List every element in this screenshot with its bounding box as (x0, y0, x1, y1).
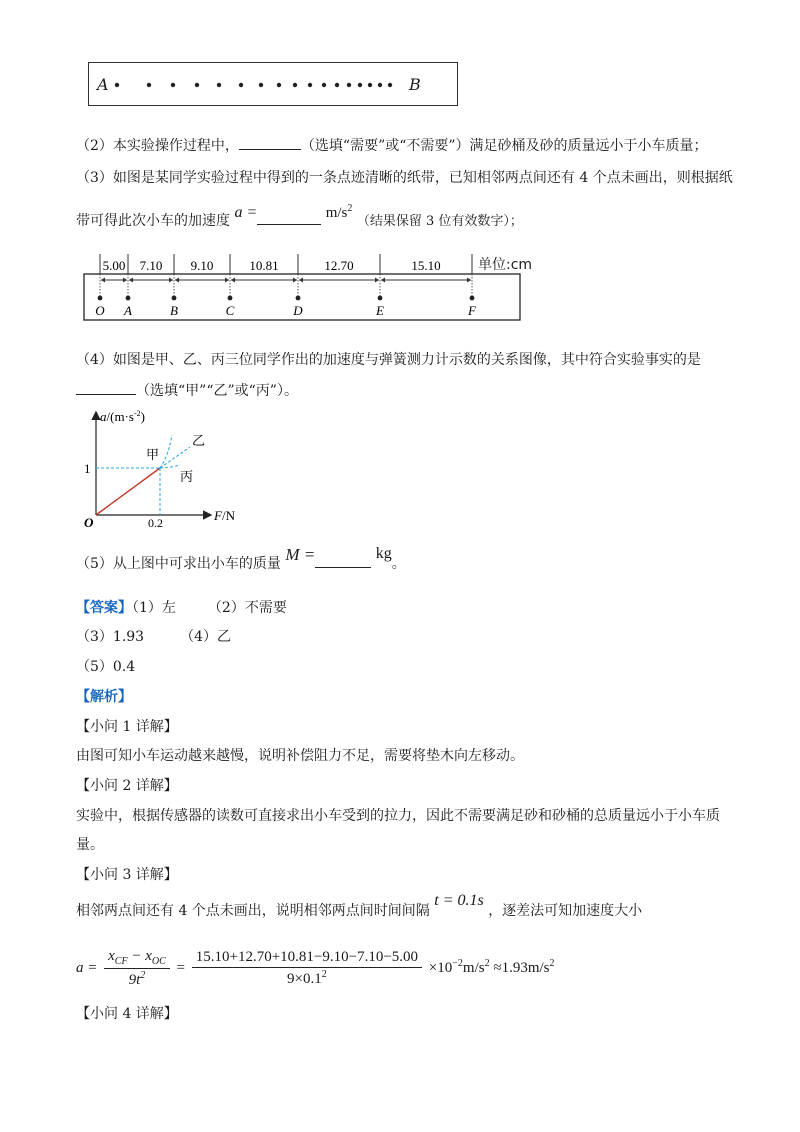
tape-point (378, 296, 383, 301)
tape-point (228, 296, 233, 301)
sub-2-text-1: 实验中，根据传感器的读数可直接求出小车受到的拉力，因此不需要满足砂和砂桶的总质量远小于小车质 (76, 808, 720, 824)
curve-bing (160, 465, 180, 468)
question-3-line-2: 带可得此次小车的加速度 $a = m/s^2$ （结果保留 3 位有效数字）； (76, 203, 523, 229)
sub-2-title: 【小问 2 详解】 (76, 778, 178, 794)
acceleration-formula: a = $\frac{x_{CF} - x_{OC}}{9t^2}$ = $\frac{15.10+12.70+10.81-9.10-7.10-5.00}{9\times 0.1^2}$ $\times 10^{-2}m/s^2 \approx 1.93m/s^2$ (76, 948, 555, 988)
answer-line-1: 【答案】（1）左 （2）不需要 (76, 600, 287, 616)
tape-point-label: D (293, 303, 303, 318)
tape-dot (277, 83, 281, 87)
tape-point-label: B (170, 303, 178, 318)
answer-line-2: （3）1.93 （4）乙 (76, 629, 232, 645)
q3-a-eq: a = (234, 204, 258, 221)
tape-unit-label: 单位:cm (478, 257, 533, 273)
analysis-tag: 【解析】 (76, 689, 132, 705)
tape-dot (217, 83, 221, 87)
sub-3-text: 相邻两点间还有 4 个点未画出，说明相邻两点间时间间隔 t = 0.1s ，逐差法可知加速度大小 (76, 892, 643, 919)
q5-answer-blank[interactable] (315, 567, 371, 568)
x-axis-label: F/N (214, 508, 235, 523)
tape-dot (368, 83, 372, 87)
paper-tape-diagram (80, 252, 533, 324)
tape-dot (195, 83, 199, 87)
tape-dot (171, 83, 175, 87)
tape-point (296, 296, 301, 301)
tape-dot (335, 83, 339, 87)
tape-point-label: C (225, 303, 235, 318)
answer-line-3: （5）0.4 (76, 659, 136, 675)
tape-segment-label: 10.81 (249, 258, 279, 273)
tape-point (470, 296, 475, 301)
question-2: （2）本实验操作过程中， （选填“需要”或“不需要”）满足砂桶及砂的质量远小于小车质量； (76, 138, 708, 154)
curve-yi (160, 447, 190, 468)
label-jia: 甲 (146, 447, 160, 462)
tape-point-label: F (468, 303, 476, 318)
tape-dot (322, 83, 326, 87)
tape-dot (259, 83, 263, 87)
tape-point-label: E (376, 303, 384, 318)
tape-dot (115, 83, 119, 87)
answer-tag: 【答案】 (76, 600, 132, 616)
tape-segment-label: 7.10 (139, 258, 163, 273)
tape-point (172, 296, 177, 301)
sub-4-title: 【小问 4 详解】 (76, 1006, 178, 1022)
curve-jia (160, 435, 172, 468)
t-eq: t = 0.1s (434, 892, 484, 909)
tape-point (126, 296, 131, 301)
formula-fraction-2: $\frac{15.10+12.70+10.81-9.10-7.10-5.00}{9\times 0.1^2}$ (192, 949, 422, 988)
top-tape-label-a: A (97, 75, 109, 94)
q5-m-eq: M = (285, 545, 316, 564)
top-tape-box (88, 62, 458, 106)
tape-dot (388, 83, 392, 87)
question-4-line-1: （4）如图是甲、乙、丙三位同学作出的加速度与弹簧测力计示数的关系图像，其中符合实验事实的是 (76, 352, 701, 368)
formula-fraction-1: $\frac{x_{CF} - x_{OC}}{9t^2}$ (104, 948, 170, 989)
top-tape-dots (89, 63, 459, 107)
q3-unit: $m/s^2$ (325, 203, 353, 221)
tape-dot (293, 83, 297, 87)
sub-1-text: 由图可知小车运动越来越慢，说明补偿阻力不足，需要将垫木向左移动。 (76, 748, 524, 764)
tape-dot (308, 83, 312, 87)
label-bing: 丙 (180, 469, 194, 484)
sub-2-text-2: 量。 (76, 837, 104, 853)
tape-dot (147, 83, 151, 87)
q2-answer-blank[interactable] (239, 149, 301, 150)
question-5: （5）从上图中可求出小车的质量 M = kg。 (76, 545, 406, 572)
top-tape-label-b: B (409, 75, 421, 94)
y-axis-label: $a/(m\cdot s^{-2})$ (100, 409, 145, 424)
origin-label: O (84, 515, 94, 530)
y-tick-label: 1 (84, 461, 91, 476)
question-4-line-2: （选填“甲”“乙”或“丙”）。 (76, 380, 298, 400)
tape-segment-label: 12.70 (324, 258, 354, 273)
tape-point (98, 296, 103, 301)
line-common (96, 468, 160, 515)
tape-segment-label: 5.00 (102, 258, 126, 273)
q3-answer-blank[interactable] (257, 224, 321, 225)
acceleration-force-graph (80, 405, 280, 530)
tape-dot (358, 83, 362, 87)
tape-dot (239, 83, 243, 87)
x-tick-label: 0.2 (148, 516, 163, 530)
tape-point-label: O (95, 303, 105, 318)
tape-dot (378, 83, 382, 87)
tape-point-label: A (124, 303, 132, 318)
sub-1-title: 【小问 1 详解】 (76, 719, 178, 735)
tape-segment-label: 9.10 (190, 258, 214, 273)
tape-dot (347, 83, 351, 87)
sub-3-title: 【小问 3 详解】 (76, 867, 178, 883)
q4-answer-blank[interactable] (76, 394, 136, 395)
tape-segment-label: 15.10 (411, 258, 441, 273)
question-3-line-1: （3）如图是某同学实验过程中得到的一条点迹清晰的纸带，已知相邻两点间还有 4 个点未画出，则根据纸 (76, 170, 733, 186)
label-yi: 乙 (192, 433, 206, 448)
